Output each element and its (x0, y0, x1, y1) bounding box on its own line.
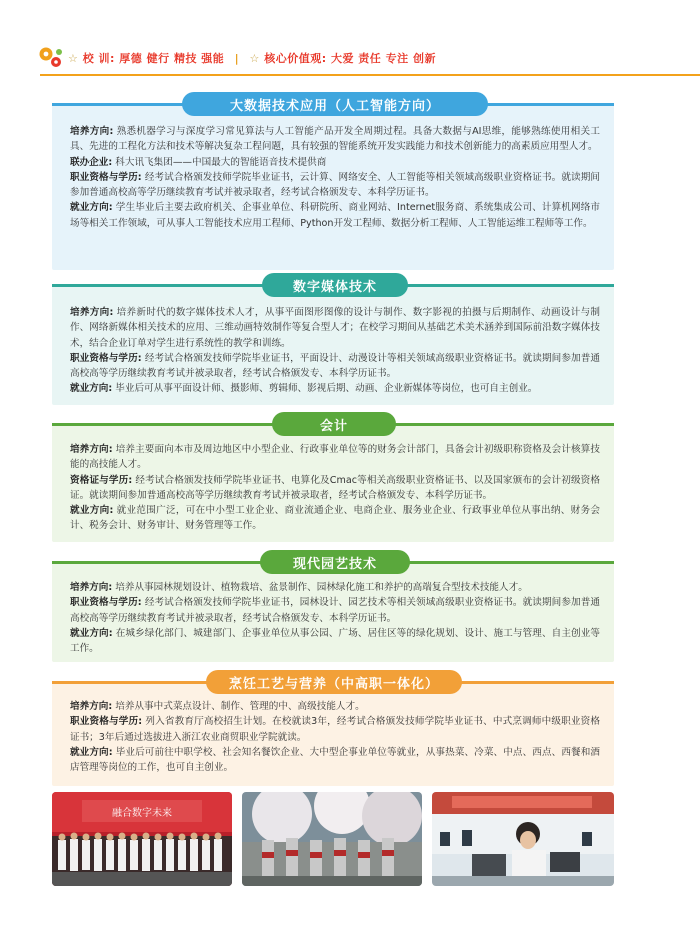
motto-separator: | (234, 52, 240, 65)
paragraph: 职业资格与学历: 经考试合格颁发技师学院毕业证书，云计算、网络安全、人工智能等相关领域高级职业资格证书。就读期间参加普通高校高等学历继续教育考试并被录取者，经考试合格颁发专、本科学历证书。 (70, 171, 601, 199)
paragraph: 培养方向: 培养从事中式菜点设计、制作、管理的中、高级技能人才。 (70, 701, 365, 712)
paragraph: 培养方向: 培养主要面向本市及周边地区中小型企业、行政事业单位等的财务会计部门，具备会计初级职称资格及会计核算技能的高技能人才。 (70, 444, 601, 471)
paragraph: 就业方向: 毕业后可从事平面设计师、摄影师、剪辑师、影视后期、动画、企业新媒体等岗位，也可自主创业。 (70, 383, 538, 395)
photo-campus-trees (242, 792, 422, 886)
section-cooking-body (70, 699, 600, 775)
photo-group-students (52, 792, 232, 886)
paragraph: 资格证与学历: 经考试合格颁发技师学院毕业证书、电算化及Cmac等相关高级职业资格证书、以及国家颁布的会计初级资格证。就读期间参加普通高校高等学历继续教育考试并被录取者，经考试合格颁发专、本科学历证书。 (70, 474, 600, 501)
motto-text: 厚德 健行 精技 强能 (119, 52, 225, 65)
paragraph: 就业方向: 在城乡绿化部门、城建部门、企事业单位从事公园、广场、居住区等的绿化规划、设计、施工与管理、自主创业等工作。 (70, 627, 601, 655)
section-media-body (70, 305, 600, 397)
photo-classroom (432, 792, 614, 886)
section-media-title: 数字媒体技术 (262, 273, 408, 297)
values-label: 核心价值观: (264, 52, 327, 65)
paragraph: 就业方向: 毕业后可前往中职学校、社会知名餐饮企业、大中型企事业单位等就业，从事热菜、冷菜、中点、西点、西餐和酒店管理等岗位的工作，也可自主创业。 (70, 746, 601, 774)
section-bigdata-body (70, 124, 600, 231)
section-bigdata-title: 大数据技术应用（人工智能方向） (182, 92, 488, 116)
motto-label: 校 训: (82, 52, 115, 65)
photo-banner-text: 融合数字未来 (112, 808, 172, 819)
paragraph: 职业资格与学历: 列入省教育厅高校招生计划。在校就读3年，经考试合格颁发技师学院毕业证书、中式烹调师中级职业资格证书；3年后通过选拔进入浙江农业商贸职业学院就读。 (70, 716, 600, 743)
section-garden-body (70, 580, 600, 656)
section-cooking-title: 烹饪工艺与营养（中高职一体化） (206, 670, 462, 694)
paragraph: 培养方向: 培养从事园林规划设计、植物栽培、盆景制作、园林绿化施工和养护的高端复合型技术技能人才。 (70, 582, 528, 593)
header-bar (40, 46, 700, 70)
header-divider (40, 74, 700, 76)
paragraph: 培养方向: 培养新时代的数字媒体技术人才，从事平面图形图像的设计与制作、数字影视的拍摄与后期制作、动画设计与制作、网络新媒体相关技术的应用、三维动画特效制作等复合型人才；在校学习期间从基础艺术美术涵养到国际前沿数字媒体技术，结合企业订单对学生进行系统性的教学和训练。 (70, 307, 600, 349)
section-garden-title: 现代园艺技术 (260, 550, 410, 574)
paragraph: 联办企业: 科大讯飞集团——中国最大的智能语音技术提供商 (70, 156, 327, 168)
values-text: 大爱 责任 专注 创新 (330, 52, 436, 65)
paragraph: 培养方向: 熟悉机器学习与深度学习常见算法与人工智能产品开发全周期过程。具备大数据与AI思维，能够熟练使用相关工具、先进的工程化方法和技术等解决复杂工程问题，具有较强的智能系统开发实践能力和技术创新能力的高素质应用型人才。 (70, 126, 600, 153)
gear-logo-icon (38, 46, 64, 70)
section-accounting-body (70, 442, 600, 534)
paragraph: 就业方向: 就业范围广泛，可在中小型工业企业、商业流通企业、电商企业、服务业企业、行政事业单位从事出纳、财务会计、税务会计、财务审计、财务管理等工作。 (70, 505, 600, 532)
section-accounting-title: 会计 (272, 412, 396, 436)
paragraph: 就业方向: 学生毕业后主要去政府机关、企事业单位、科研院所、商业网站、Internet服务商、系统集成公司、计算机网络市场等相关工作领域，可从事人工智能技术应用工程师、Python开发工程师、数据分析工程师、人工智能运维工程师等工作。 (70, 202, 600, 229)
paragraph: 职业资格与学历: 经考试合格颁发技师学院毕业证书，园林设计、园艺技术等相关领域高级职业资格证书。就读期间参加普通高校高等学历继续教育考试并被录取者，经考试合格颁发专、本科学历证书。 (70, 597, 601, 624)
school-motto-line: ☆ 校 训: 厚德 健行 精技 强能 | ☆ 核心价值观: 大爱 责任 专注 创新 (68, 52, 436, 65)
paragraph: 职业资格与学历: 经考试合格颁发技师学院毕业证书，平面设计、动漫设计等相关领域高级职业资格证书。就读期间参加普通高校高等学历继续教育考试并被录取者，经考试合格颁发专、本科学历证书。 (70, 352, 601, 380)
